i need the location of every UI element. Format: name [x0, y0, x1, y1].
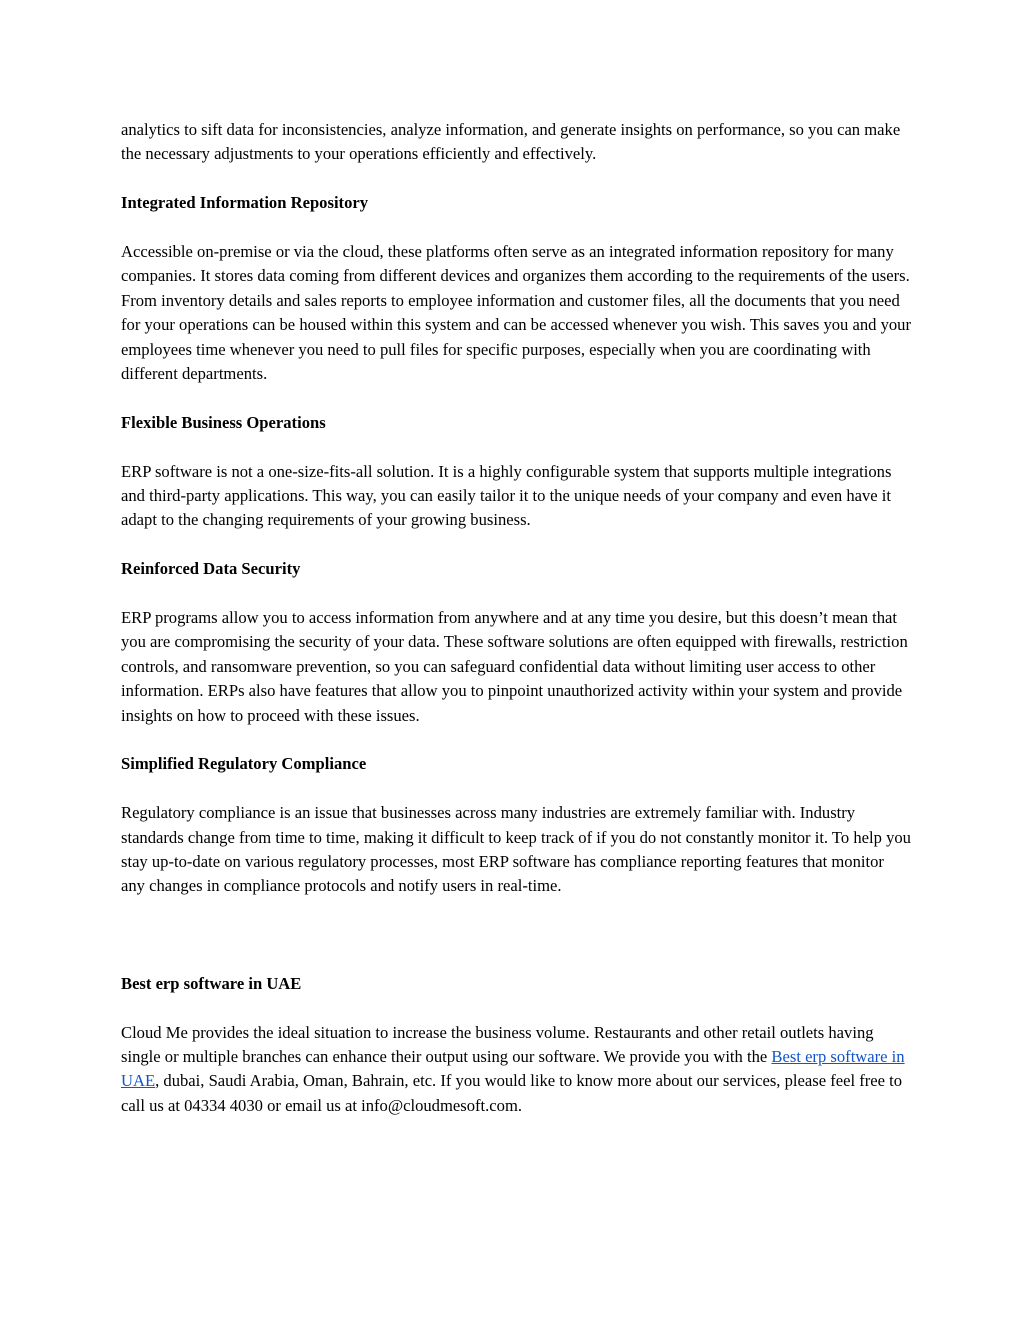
section-body-repository: Accessible on-premise or via the cloud, these platforms often serve as an integrated information repository for many companies. It stores data coming from different devices and organizes them according to the requirements of the users. From inventory details and sales reports to employee information and customer files, all the documents that you need for your operations can be housed within this system and can be accessed whenever you wish. This saves you and your employees time whenever you need to pull files for specific purposes, especially when you are coordinating with different departments. — [121, 242, 912, 384]
section-body-flexible: ERP software is not a one-size-fits-all solution. It is a highly configurable system that supports multiple integrations and third-party applications. This way, you can easily tailor it to the unique needs of your company and even have it adapt to the changing requirements of your growing business. — [121, 461, 892, 530]
closing-text-after-link: , dubai, Saudi Arabia, Oman, Bahrain, etc. If you would like to know more about our services, please feel free to call us at 04334 4030 or email us at info@cloudmesoft.com. — [121, 1071, 903, 1115]
document-page — [121, 118, 911, 1118]
section-body-compliance: Regulatory compliance is an issue that businesses across many industries are extremely familiar with. Industry standards change from time to time, making it difficult to keep track of if you do not constantly monitor it. To help you stay up-to-date on various regulatory processes, most ERP software has compliance reporting features that monitor any changes in compliance protocols and notify users in real-time. — [121, 803, 911, 896]
section-heading-compliance: Simplified Regulatory Compliance — [121, 754, 367, 774]
closing-heading: Best erp software in UAE — [121, 973, 302, 993]
section-heading-security: Reinforced Data Security — [121, 559, 301, 579]
best-erp-link[interactable]: Best erp software in UAE — [121, 1047, 905, 1091]
intro-paragraph: analytics to sift data for inconsistencies, analyze information, and generate insights on performance, so you can make the necessary adjustments to your operations efficiently and effectively. — [121, 120, 901, 164]
section-body-security: ERP programs allow you to access information from anywhere and at any time you desire, but this doesn’t mean that you are compromising the security of your data. These software solutions are often equipped with firewalls, restriction controls, and ransomware prevention, so you can safeguard confidential data without limiting user access to other information. ERPs also have features that allow you to pinpoint unauthorized activity within your system and provide insights on how to proceed with these issues. — [121, 608, 908, 725]
section-heading-flexible: Flexible Business Operations — [121, 412, 326, 432]
closing-text-before-link: Cloud Me provides the ideal situation to increase the business volume. Restaurants and other retail outlets having single or multiple branches can enhance their output using our software. We provide you with the — [121, 1022, 874, 1067]
closing-paragraph — [121, 1021, 911, 1119]
section-heading-repository: Integrated Information Repository — [121, 193, 369, 213]
